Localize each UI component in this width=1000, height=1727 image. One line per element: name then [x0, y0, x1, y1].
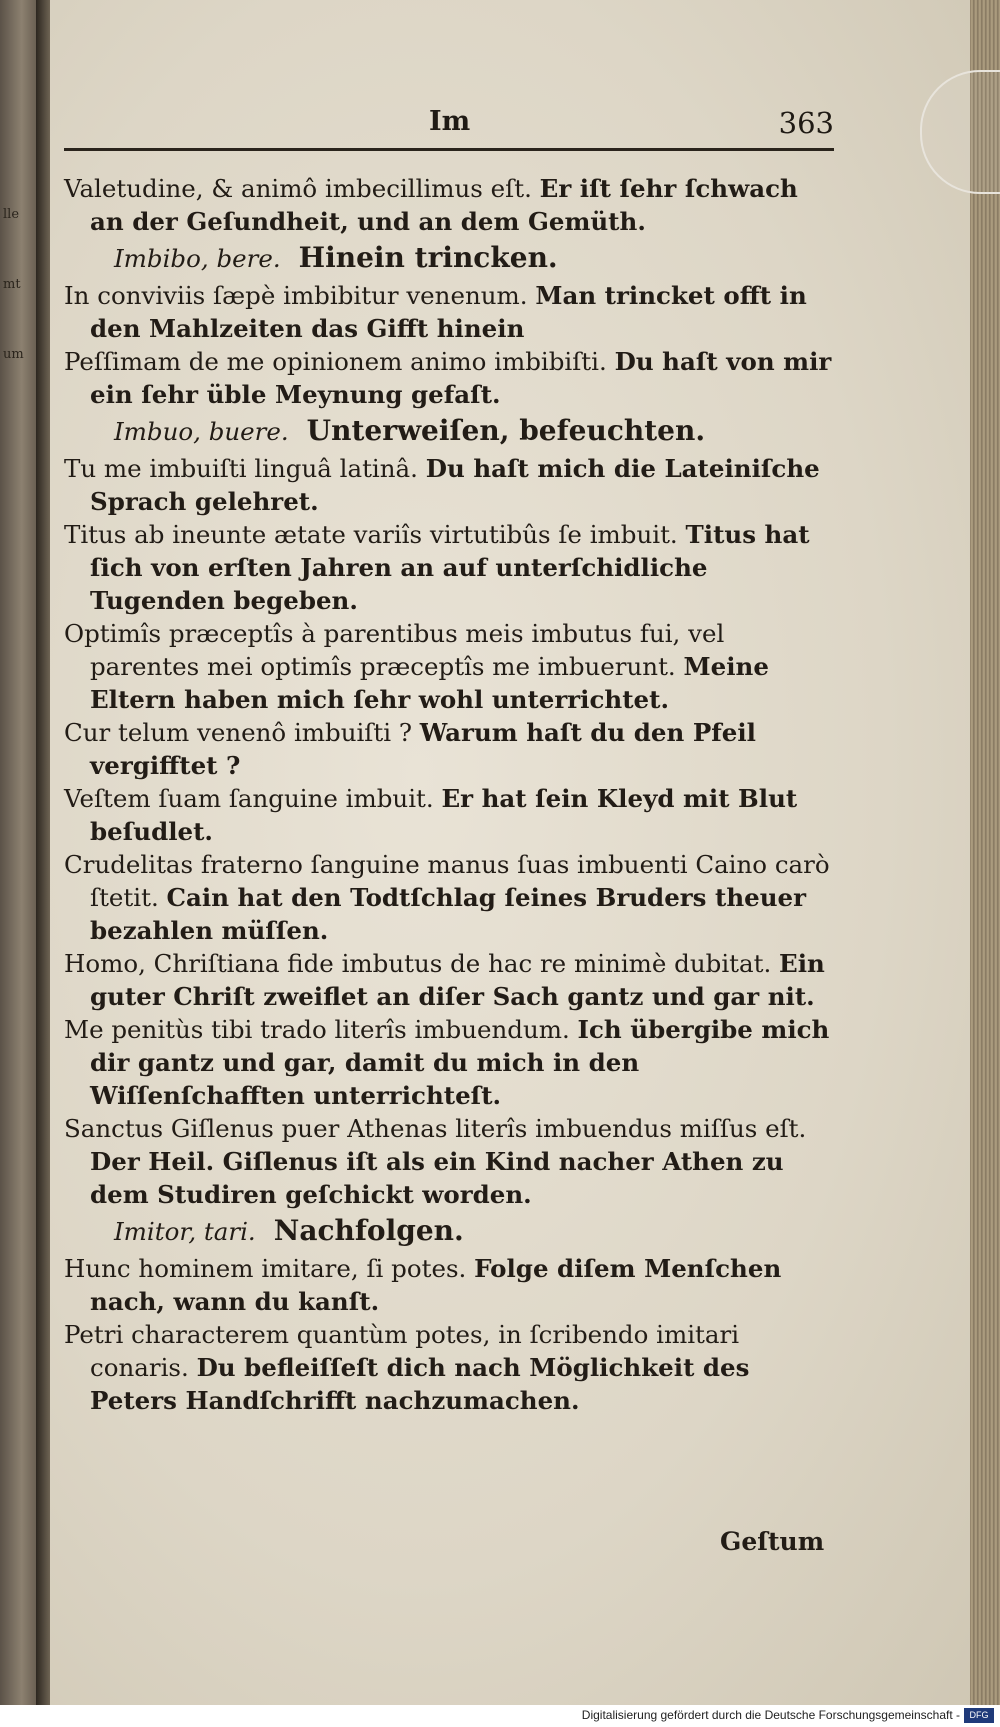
catchword: Geſtum — [720, 1527, 825, 1556]
latin-sentence: Sanctus Giſlenus puer Athenas literîs imbuendus miſſus eſt. — [64, 1114, 807, 1143]
facing-fragment: mt — [3, 277, 21, 292]
german-translation: Er iſt ſehr ſchwach an der Geſundheit, und an dem Gemüth. — [90, 174, 798, 236]
headword-latin: Imbuo, buere. — [114, 417, 289, 446]
latin-sentence: Optimîs præceptîs à parentibus meis imbutus fui, vel parentes mei optimîs præceptîs me imbuerunt. — [64, 619, 725, 681]
german-translation: Du befleiſſeſt dich nach Möglichkeit des Peters Handſchrifft nachzumachen. — [90, 1353, 750, 1415]
latin-sentence: Cur telum venenô imbuiſti ? — [64, 718, 412, 747]
german-translation: Warum haſt du den Pfeil vergifftet ? — [90, 718, 756, 780]
digitization-footer — [0, 1705, 1000, 1727]
example-entry — [64, 848, 834, 947]
example-entry — [64, 1252, 834, 1318]
example-entry — [64, 452, 834, 518]
headword-german: Unterweiſen, befeuchten. — [306, 414, 706, 447]
headword — [64, 1211, 834, 1252]
latin-sentence: Peſſimam de me opinionem animo imbibiſti. — [64, 347, 607, 376]
german-translation: Folge diſem Menſchen nach, wann du kanſt. — [90, 1254, 782, 1316]
german-translation: Ich übergibe mich dir gantz und gar, damit du mich in den Wiſſenſchafften unterrichteſt. — [90, 1015, 830, 1110]
latin-sentence: Petri characterem quantùm potes, in ſcribendo imitari conaris. — [64, 1320, 740, 1382]
example-entry — [64, 1013, 834, 1112]
headword — [64, 238, 834, 279]
book-gutter — [36, 0, 50, 1727]
example-entry — [64, 617, 834, 716]
latin-sentence: Titus ab ineunte ætate variîs virtutibûs ſe imbuit. — [64, 520, 678, 549]
latin-sentence: Me penitùs tibi trado literîs imbuendum. — [64, 1015, 570, 1044]
latin-sentence: Valetudine, & animô imbecillimus eſt. — [64, 174, 532, 203]
headword-latin: Imitor, tari. — [114, 1217, 256, 1246]
facing-page-edge — [0, 0, 36, 1727]
running-head: Im — [429, 106, 471, 137]
example-entry — [64, 1318, 834, 1417]
dictionary-text — [64, 172, 834, 1417]
footer-credit: Digitalisierung gefördert durch die Deutsche Forschungsgemeinschaft - — [581, 1708, 960, 1722]
german-translation: Man trincket offt in den Mahlzeiten das Gifft hinein — [90, 281, 807, 343]
german-translation: Titus hat ſich von erſten Jahren an auf unterſchidliche Tugenden begeben. — [90, 520, 810, 615]
page-header — [64, 106, 834, 156]
dfg-logo: DFG — [964, 1708, 994, 1723]
example-entry — [64, 518, 834, 617]
example-entry — [64, 279, 834, 345]
page-number: 363 — [778, 106, 834, 140]
headword-german: Hinein trincken. — [298, 241, 558, 274]
german-translation: Meine Eltern haben mich ſehr wohl unterrichtet. — [90, 652, 769, 714]
german-translation: Du haſt mich die Lateiniſche Sprach gelehret. — [90, 454, 820, 516]
latin-sentence: Tu me imbuiſti linguâ latinâ. — [64, 454, 418, 483]
header-rule — [64, 148, 834, 151]
latin-sentence: In conviviis ſæpè imbibitur venenum. — [64, 281, 528, 310]
headword — [64, 411, 834, 452]
facing-fragment: um — [3, 347, 24, 362]
example-entry — [64, 1112, 834, 1211]
example-entry — [64, 782, 834, 848]
facing-fragment: lle — [3, 207, 20, 222]
example-entry — [64, 947, 834, 1013]
facing-page-fragments — [3, 180, 24, 390]
german-translation: Der Heil. Giſlenus iſt als ein Kind nacher Athen zu dem Studiren geſchickt worden. — [90, 1147, 784, 1209]
headword-german: Nachfolgen. — [273, 1214, 464, 1247]
german-translation: Du haſt von mir ein ſehr üble Meynung gefaſt. — [90, 347, 832, 409]
example-entry — [64, 172, 834, 238]
german-translation: Ein guter Chriſt zweiflet an diſer Sach gantz und gar nit. — [90, 949, 825, 1011]
latin-sentence: Homo, Chriſtiana fide imbutus de hac re minimè dubitat. — [64, 949, 772, 978]
german-translation: Cain hat den Todtſchlag ſeines Bruders theuer bezahlen müſſen. — [90, 883, 807, 945]
latin-sentence: Veſtem ſuam ſanguine imbuit. — [64, 784, 434, 813]
example-entry — [64, 345, 834, 411]
example-entry — [64, 716, 834, 782]
latin-sentence: Crudelitas fraterno ſanguine manus ſuas imbuenti Caino carò ſtetit. — [64, 850, 830, 912]
latin-sentence: Hunc hominem imitare, ſi potes. — [64, 1254, 467, 1283]
page-block-edge — [970, 0, 1000, 1727]
german-translation: Er hat ſein Kleyd mit Blut beſudlet. — [90, 784, 798, 846]
headword-latin: Imbibo, bere. — [114, 244, 281, 273]
